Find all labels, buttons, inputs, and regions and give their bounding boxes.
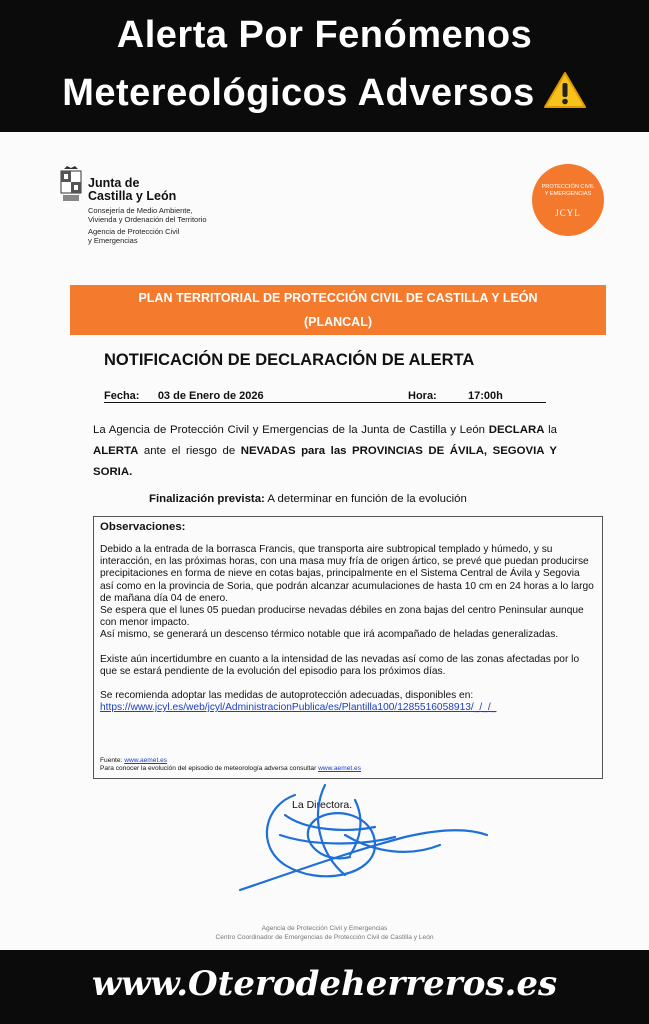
jcyl-name: Junta de Castilla y León [88,176,177,203]
fecha-field: Fecha: 03 de Enero de 2026 [104,390,264,402]
obs-para1: Debido a la entrada de la borrasca Francis, que transporta aire subtropical templado y húmedo, y su interacción, en las próximas horas, con una masa muy fría de origen ártico, se prevé que puedan producirse precipitaciones en forma de nieve en cotas bajas, principalmente en el Sistema Central de Ávila y Segovia así como en la provincia de Soria, que podrán alcanzar acumulaciones de hasta 10 cm en 24 horas a lo largo de mañana día 04 de enero. [100,544,594,604]
autoproteccion-link[interactable]: https://www.jcyl.es/web/jcyl/AdministracionPublica/es/Plantilla100/1285516058913/_/_/_ [100,702,497,714]
agency-footer [0,924,649,942]
observaciones-box [93,516,603,779]
observaciones-text [100,544,596,714]
finalizacion-line: Finalización prevista: A determinar en función de la evolución [149,493,467,505]
agency-footer-line2: Centro Coordinador de Emergencias de Protección Civil de Castilla y León [215,934,434,941]
badge-text: PROTECCIÓN CIVIL Y EMERGENCIAS [541,184,595,197]
observaciones-title: Observaciones: [100,521,186,533]
footer-banner [0,950,649,1024]
signatory-label: La Directora. [292,799,353,811]
obs-para5: Se recomienda adoptar las medidas de autoprotección adecuadas, disponibles en: [100,690,474,702]
fuente-text: Fuente: www.aemet.es Para conocer la evolución del episodio de meteorología adversa consultar www.aemet.es [100,757,361,772]
agencia-text: Agencia de Protección Civil y Emergencias [88,227,180,245]
header-title-line2-text: Metereológicos Adversos [62,72,535,115]
warning-icon [543,70,587,120]
header-banner [0,0,649,130]
declaration-paragraph: La Agencia de Protección Civil y Emergencias de la Junta de Castilla y León DECLARA la ALERTA ante el riesgo de NEVADAS para las PROVINCIAS DE ÁVILA, SEGOVIA Y SORIA. [93,424,558,478]
aemet-link[interactable]: www.aemet.es [318,765,361,772]
badge-jcyl: JCYL [555,208,581,218]
fecha-underline [104,402,546,403]
plancal-banner [70,285,606,335]
consejeria-text: Consejería de Medio Ambiente, Vivienda y Ordenación del Territorio [88,206,207,224]
fecha-value: 03 de Enero de 2026 [157,390,264,402]
hora-label: Hora: [408,390,437,402]
obs-para4: Existe aún incertidumbre en cuanto a la intensidad de las nevadas así como de las zonas afectadas por lo que se estará pendiente de la evolución del episodio para los próximos días. [100,653,580,677]
obs-para3: Así mismo, se generará un descenso térmico notable que irá acompañado de heladas generalizadas. [100,629,559,641]
banner-line1: PLAN TERRITORIAL DE PROTECCIÓN CIVIL DE CASTILLA Y LEÓN [138,291,538,305]
document-title: NOTIFICACIÓN DE DECLARACIÓN DE ALERTA [104,351,475,369]
coat-of-arms-icon [60,165,82,203]
website-text[interactable]: www.Oterodeherreros.es [91,964,558,1004]
signature-scribble [225,775,505,905]
fuente-link[interactable]: www.aemet.es [124,757,168,764]
agency-footer-line1: Agencia de Protección Civil y Emergencias [261,925,388,932]
obs-para2: Se espera que el lunes 05 puedan producirse nevadas débiles en zona bajas del centro Peninsular aunque con menor impacto. [100,605,584,629]
banner-line2: (PLANCAL) [303,315,373,329]
header-title-line1: Alerta Por Fenómenos [116,14,533,56]
hora-value: 17:00h [468,390,503,402]
header-title-line2 [0,70,649,120]
proteccion-civil-badge [532,164,604,236]
